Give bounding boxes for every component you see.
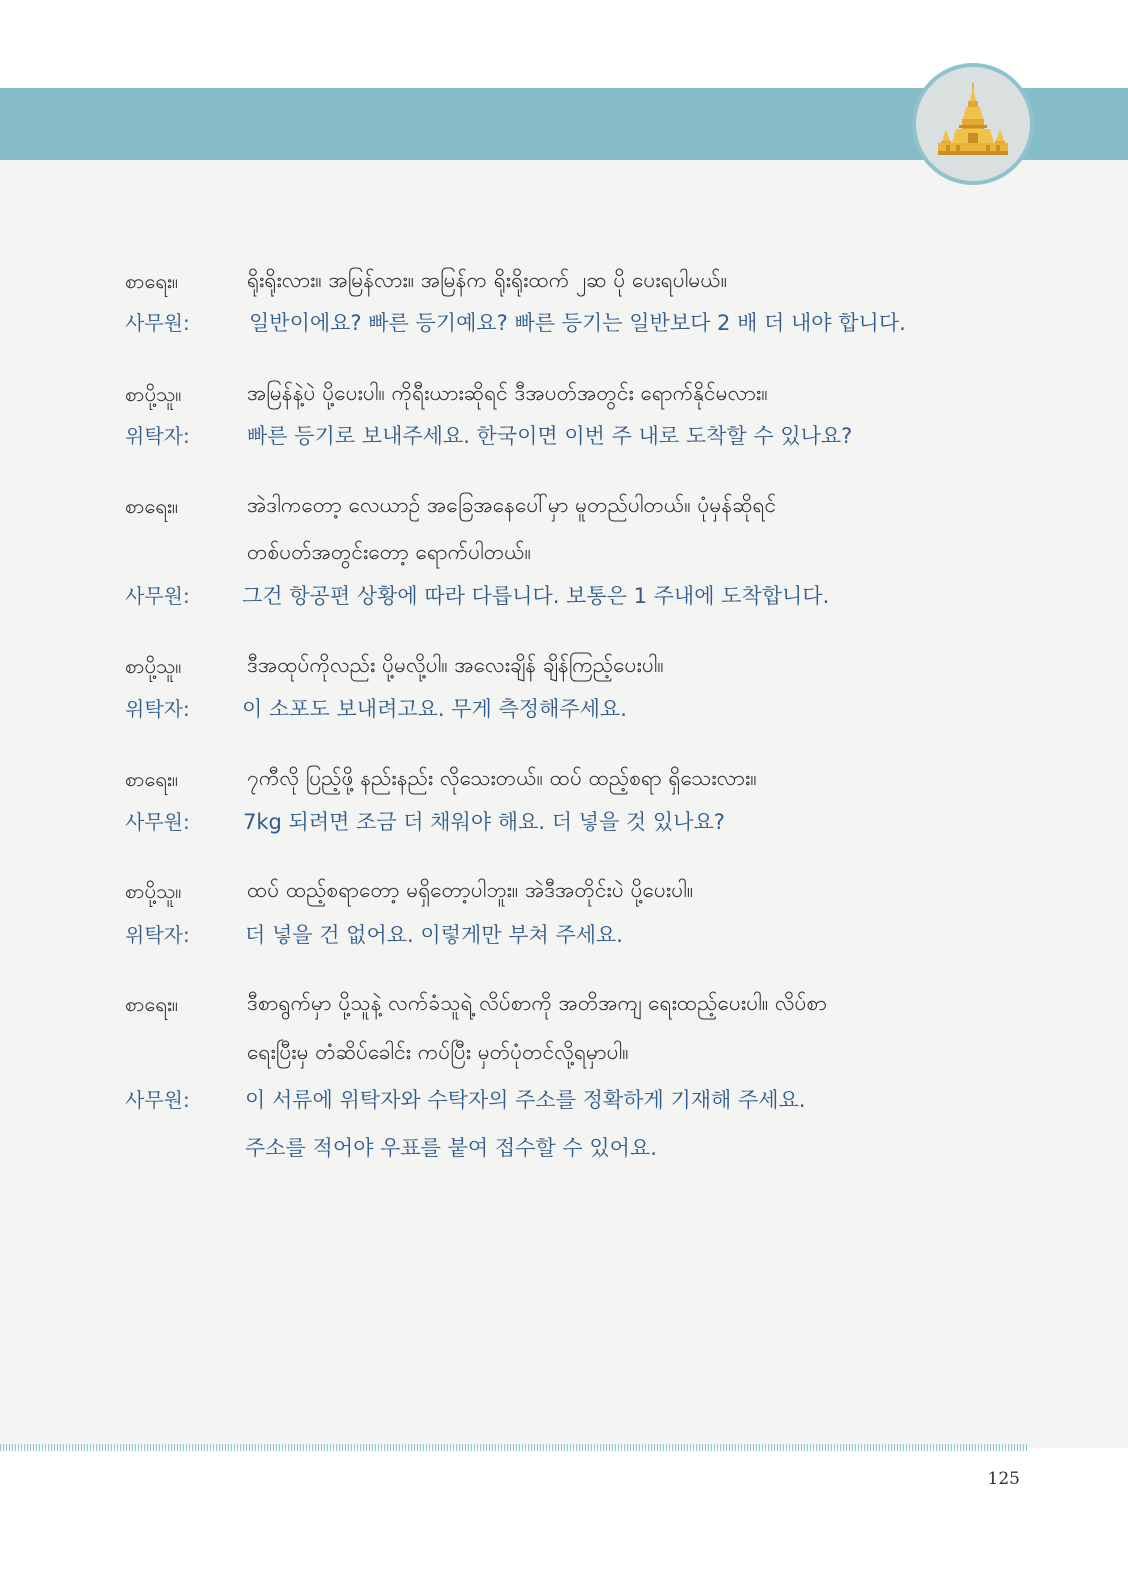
speaker-label: 위탁자:	[125, 923, 190, 947]
speaker-label: စာပို့သူ။	[125, 654, 182, 678]
myanmar-line: ဒီအထုပ်ကိုလည်း ပို့မလို့ပါ။ အလေးချိန် ချိန်ကြည့်ပေးပါ။	[247, 653, 664, 677]
speaker-label: 사무원:	[125, 1088, 190, 1112]
korean-line: 일반이에요? 빠른 등기예요? 빠른 등기는 일반보다 2 배 더 내야 합니다.	[249, 311, 906, 335]
speaker-label: စာရေး။	[125, 767, 178, 791]
myanmar-line: တစ်ပတ်အတွင်းတော့ ရောက်ပါတယ်။	[247, 540, 531, 564]
myanmar-line: အဲဒါကတော့ လေယာဉ် အခြေအနေပေါ်မှာ မူတည်ပါတယ်။ ပုံမှန်ဆိုရင်	[247, 493, 777, 517]
footer-rule	[0, 1444, 1028, 1451]
korean-line: 이 서류에 위탁자와 수탁자의 주소를 정확하게 기재해 주세요.	[245, 1088, 806, 1112]
korean-line: 주소를 적어야 우표를 붙여 접수할 수 있어요.	[245, 1136, 657, 1160]
myanmar-line: ထပ် ထည့်စရာတော့ မရှိတော့ပါဘူး။ အဲဒီအတိုင်းပဲ ပို့ပေးပါ။	[247, 878, 694, 902]
myanmar-line: ဒီစာရွက်မှာ ပို့သူနဲ့ လက်ခံသူရဲ့ လိပ်စာကို အတိအကျ ရေးထည့်ပေးပါ။ လိပ်စာ	[247, 991, 827, 1015]
speaker-label: စာပို့သူ။	[125, 382, 182, 406]
speaker-label: စာရေး။	[125, 269, 178, 293]
page-number: 125	[987, 1469, 1020, 1489]
korean-line: 빠른 등기로 보내주세요. 한국이면 이번 주 내로 도착할 수 있나요?	[247, 424, 853, 448]
myanmar-line: အမြန်နဲ့ပဲ ပို့ပေးပါ။ ကိုရီးယားဆိုရင် ဒီအပတ်အတွင်း ရောက်နိုင်မလား။	[247, 381, 768, 405]
korean-line: 이 소포도 보내려고요. 무게 측정해주세요.	[242, 697, 627, 721]
speaker-label: 위탁자:	[125, 697, 190, 721]
myanmar-line: ရေးပြီးမှ တံဆိပ်ခေါင်း ကပ်ပြီး မှတ်ပုံတင်လို့ရမှာပါ။	[247, 1040, 629, 1064]
speaker-label: 사무원:	[125, 584, 190, 608]
korean-line: 그건 항공편 상황에 따라 다릅니다. 보통은 1 주내에 도착합니다.	[242, 584, 830, 608]
korean-line: 더 넣을 건 없어요. 이렇게만 부쳐 주세요.	[245, 923, 623, 947]
speaker-label: စာရေး။	[125, 992, 178, 1016]
speaker-label: 사무원:	[125, 810, 190, 834]
speaker-label: 사무원:	[125, 311, 190, 335]
korean-line: 7kg 되려면 조금 더 채워야 해요. 더 넣을 것 있나요?	[243, 810, 725, 834]
myanmar-line: ရိုးရိုးလား။ အမြန်လား။ အမြန်က ရိုးရိုးထက် ၂ဆ ပို ပေးရပါမယ်။	[247, 268, 728, 292]
speaker-label: စာပို့သူ။	[125, 879, 182, 903]
myanmar-line: ၇ကီလို ပြည့်ဖို့ နည်းနည်း လိုသေးတယ်။ ထပ် ထည့်စရာ ရှိသေးလား။	[247, 766, 757, 790]
speaker-label: စာရေး။	[125, 494, 178, 518]
speaker-label: 위탁자:	[125, 424, 190, 448]
